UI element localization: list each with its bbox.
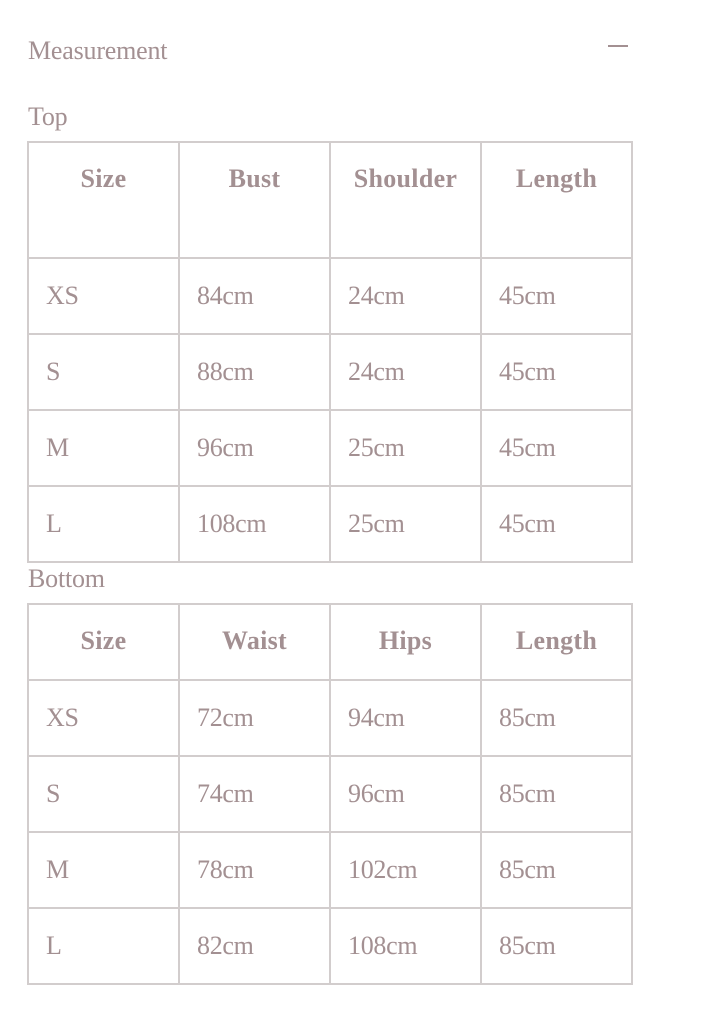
table-row — [28, 486, 632, 562]
table-row — [28, 410, 632, 486]
length-cell: 45cm — [481, 258, 632, 334]
length-cell: 45cm — [481, 486, 632, 562]
top-size-table — [27, 141, 633, 563]
header-length: Length — [481, 604, 632, 680]
minus-icon[interactable] — [608, 45, 628, 47]
header-waist: Waist — [179, 604, 330, 680]
length-cell: 45cm — [481, 410, 632, 486]
shoulder-cell: 25cm — [330, 486, 481, 562]
table-row — [28, 334, 632, 410]
waist-cell: 82cm — [179, 908, 330, 984]
bust-cell: 84cm — [179, 258, 330, 334]
measurement-accordion-header[interactable] — [28, 30, 630, 74]
header-size: Size — [28, 142, 179, 258]
size-cell: L — [28, 908, 179, 984]
accordion-title: Measurement — [28, 36, 168, 65]
bottom-section-title: Bottom — [28, 564, 105, 593]
header-length: Length — [481, 142, 632, 258]
bust-cell: 96cm — [179, 410, 330, 486]
table-row — [28, 756, 632, 832]
size-cell: M — [28, 410, 179, 486]
header-shoulder: Shoulder — [330, 142, 481, 258]
bust-cell: 108cm — [179, 486, 330, 562]
length-cell: 85cm — [481, 680, 632, 756]
header-size: Size — [28, 604, 179, 680]
table-header-row — [28, 142, 632, 258]
length-cell: 85cm — [481, 832, 632, 908]
waist-cell: 78cm — [179, 832, 330, 908]
size-cell: M — [28, 832, 179, 908]
length-cell: 45cm — [481, 334, 632, 410]
table-header-row — [28, 604, 632, 680]
bottom-size-table — [27, 603, 633, 985]
header-hips: Hips — [330, 604, 481, 680]
size-cell: XS — [28, 258, 179, 334]
shoulder-cell: 25cm — [330, 410, 481, 486]
bust-cell: 88cm — [179, 334, 330, 410]
shoulder-cell: 24cm — [330, 258, 481, 334]
size-cell: XS — [28, 680, 179, 756]
length-cell: 85cm — [481, 756, 632, 832]
table-row — [28, 908, 632, 984]
header-bust: Bust — [179, 142, 330, 258]
size-cell: L — [28, 486, 179, 562]
table-row — [28, 832, 632, 908]
waist-cell: 72cm — [179, 680, 330, 756]
top-section-title: Top — [28, 102, 68, 131]
size-cell: S — [28, 756, 179, 832]
table-row — [28, 680, 632, 756]
shoulder-cell: 24cm — [330, 334, 481, 410]
length-cell: 85cm — [481, 908, 632, 984]
hips-cell: 102cm — [330, 832, 481, 908]
hips-cell: 94cm — [330, 680, 481, 756]
size-cell: S — [28, 334, 179, 410]
hips-cell: 108cm — [330, 908, 481, 984]
table-row — [28, 258, 632, 334]
hips-cell: 96cm — [330, 756, 481, 832]
waist-cell: 74cm — [179, 756, 330, 832]
